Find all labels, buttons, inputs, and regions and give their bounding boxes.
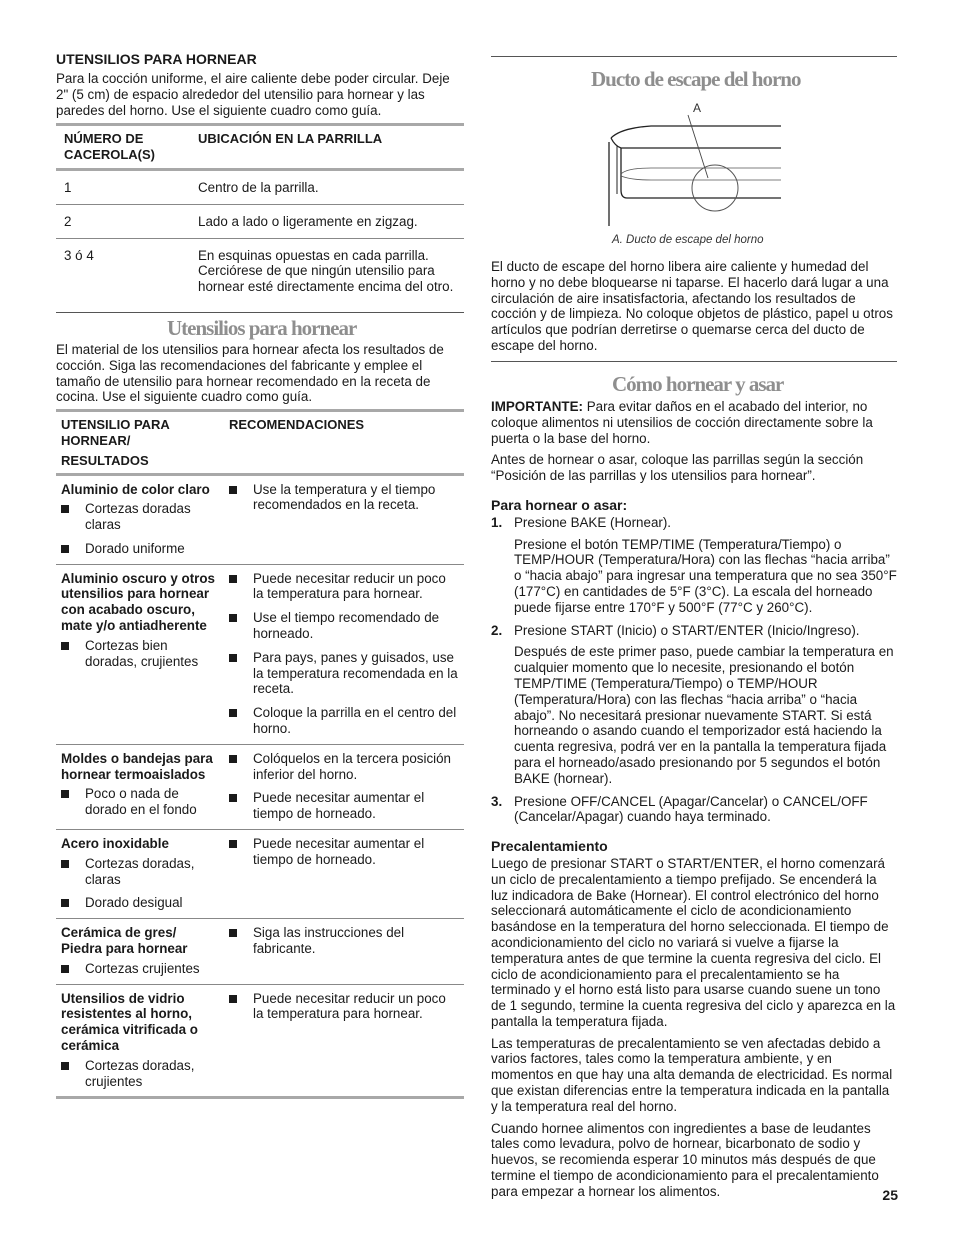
table-row (56, 830, 464, 919)
step-text: Presione START (Inicio) o START/ENTER (Inicio/Ingreso). (514, 622, 860, 638)
recommendations-cell (224, 564, 464, 744)
bakeware-header-recommendations: RECOMENDACIONES (229, 417, 365, 432)
important-text: Para evitar daños en el acabado del interior, no coloque alimentos ni utensilios de cocción directamente sobre la puerta o la base del horno. (491, 399, 873, 446)
bakeware-table (56, 412, 464, 1096)
material-name: Moldes o bandejas para hornear termoaislados (61, 750, 213, 782)
table-row (56, 744, 464, 829)
table-row (56, 564, 464, 744)
bullet-icon (229, 755, 237, 763)
result-item (61, 961, 219, 977)
recommendations-cell (224, 984, 464, 1096)
result-text: Cortezas crujientes (85, 960, 200, 976)
bullet-icon (229, 995, 237, 1003)
result-text: Cortezas bien doradas, crujientes (85, 637, 199, 669)
recommendation-text: Coloque la parrilla en el centro del horno. (253, 705, 457, 737)
recommendation-item (229, 751, 459, 783)
bullet-icon (61, 790, 69, 798)
bullet-icon (229, 929, 237, 937)
recommendations-cell (224, 744, 464, 829)
material-cell (56, 919, 224, 984)
recommendations-cell (224, 476, 464, 565)
vent-callout-label: A (693, 101, 702, 115)
recommendations-cell (224, 830, 464, 919)
recommendation-text: Puede necesitar reducir un poco la temperatura para hornear. (253, 990, 446, 1022)
result-text: Cortezas doradas, crujientes (85, 1057, 195, 1089)
pan-table-header-location: UBICACIÓN EN LA PARRILLA (198, 131, 383, 146)
result-text: Cortezas doradas claras (85, 501, 191, 533)
bakeware-intro: El material de los utensilios para hornear afecta los resultados de cocción. Siga las recomendaciones del fabricante y emplee el tamaño de utensilio para hornear recomendado en la receta de cocina. Use el siguiente cuadro como guía. (56, 342, 444, 405)
recommendation-item (229, 650, 459, 697)
oven-vent-illustration (591, 98, 791, 228)
material-cell (56, 564, 224, 744)
bakeware-table-wrap (56, 409, 464, 1099)
bullet-icon (229, 794, 237, 802)
table-row (56, 204, 464, 238)
cookware-heading: UTENSILIOS PARA HORNEAR (56, 51, 257, 67)
recommendation-text: Colóquelos en la tercera posición inferior del horno. (253, 750, 452, 782)
material-name: Cerámica de gres/ Piedra para hornear (61, 925, 188, 957)
preheat-subheading: Precalentamiento (491, 838, 608, 855)
step-text: Presione OFF/CANCEL (Apagar/Cancelar) o CANCEL/OFF (Cancelar/Apagar) cuando haya terminado. (514, 793, 868, 825)
step-number: 3. (491, 793, 503, 809)
step-text: Presione BAKE (Hornear). (514, 514, 672, 530)
table-row (56, 984, 464, 1096)
section-rule (491, 361, 897, 362)
material-cell (56, 984, 224, 1096)
recommendation-text: Para pays, panes y guisados, use la temperatura recomendada en la receta. (253, 649, 458, 697)
pan-table (56, 126, 464, 312)
material-name: Aluminio oscuro y otros utensilios para hornear con acabado oscuro, mate y/o antiadherente (61, 570, 216, 634)
bullet-icon (61, 1062, 69, 1070)
pan-count: 3 ó 4 (56, 238, 190, 312)
bullet-icon (229, 575, 237, 583)
step-detail: Presione el botón TEMP/TIME (Temperatura/Tiempo) o TEMP/HOUR (Temperatura/Hora) con las flechas “hacia arriba” o “hacia abajo” para ingresar una temperatura que no sea 350°F (177°C) en cantidades de 5°F (3°C). La escala del horneado puede fijarse entre 170°F y 500°F (77°C y 260°C). (514, 536, 897, 615)
bullet-icon (229, 486, 237, 494)
bullet-icon (61, 860, 69, 868)
bakeware-header-line2: RESULTADOS (61, 453, 149, 468)
table-row (56, 476, 464, 565)
preheat-paragraph-2: Las temperaturas de precalentamiento se ven afectadas debido a varios factores, tales como la temperatura ambiente, y en momentos en que hay una alta demanda de electricidad. Es normal que existan diferencias entre la temperatura indicada en la pantalla y la temperatura real del horno. (491, 1035, 893, 1114)
material-name: Acero inoxidable (61, 836, 169, 852)
recommendation-item (229, 790, 459, 822)
pan-table-header-number: NÚMERO DE CACEROLA(S) (64, 131, 155, 162)
step-number: 2. (491, 622, 503, 638)
vent-text: El ducto de escape del horno libera aire caliente y humedad del horno y no debe bloquearse ni taparse. El hacerlo dará lugar a una circulación de aire insatisfactoria, afectando los resultados de cocción y de limpieza. No coloque objetos de plástico, papel u otros artículos que podrían derretirse o quemarse cerca del ducto de escape del horno. (491, 259, 893, 353)
bakeware-header-line1: UTENSILIO PARA HORNEAR/ (61, 417, 170, 448)
result-text: Cortezas doradas, claras (85, 855, 195, 887)
step-detail: Después de este primer paso, puede cambiar la temperatura en cualquier momento que lo necesite, presionando el botón TEMP/TIME (Temperatura/Tiempo) o TEMP/HOUR (Temperatura/Hora) con las flechas “hacia arriba” o “hacia abajo”. No necesitará presionar nuevamente START. Si está horneando o asando cuando el temporizador está haciendo la cuenta regresiva, podrá ver en la pantalla la temperatura fijada para el horneado/asado presionando por 5 segundos el botón BAKE (hornear). (514, 644, 894, 786)
pan-count: 1 (64, 180, 72, 195)
pan-table-wrap (56, 123, 464, 313)
preheat-paragraph-1: Luego de presionar START o START/ENTER, el horno comenzará un ciclo de precalentamiento a tiempo prefijado. Se encenderá la luz indicadora de Bake (Hornear). El control electrónico del horno seleccionará automáticamente el ciclo de acondicionamiento basándose en la temperatura del horno seleccionada. El tiempo de acondicionamiento del ciclo no variará si vuelve a fijarse la temperatura antes de que termine la cuenta regresiva del ciclo. El ciclo de acondicionamiento para el precalentamiento se ha terminado y el horno está listo para usarse cuando suene un tono de 1 segundo, termine la cuenta regresiva del ciclo y aparezca en la pantalla la temperatura fijada. (491, 855, 896, 1029)
pan-count: 2 (56, 204, 190, 238)
result-item (61, 541, 219, 557)
result-text: Dorado desigual (85, 895, 183, 911)
recommendation-text: Puede necesitar reducir un poco la temperatura para hornear. (253, 570, 446, 602)
material-name: Aluminio de color claro (61, 481, 210, 497)
page-number: 25 (882, 1187, 898, 1203)
recommendations-cell (224, 919, 464, 984)
bullet-icon (229, 654, 237, 662)
result-item (61, 638, 219, 670)
result-item (61, 786, 219, 818)
vent-caption: A. Ducto de escape del horno (612, 234, 764, 246)
recommendation-text: Puede necesitar aumentar el tiempo de horneado. (253, 836, 425, 867)
bullet-icon (61, 505, 69, 513)
steps-list (491, 515, 897, 825)
recommendation-text: Siga las instrucciones del fabricante. (253, 925, 405, 957)
recommendation-item (229, 705, 459, 737)
result-text: Poco o nada de dorado en el fondo (85, 786, 197, 818)
material-cell (56, 476, 224, 565)
recommendation-item (229, 482, 459, 514)
bullet-icon (61, 965, 69, 973)
top-rule (491, 56, 897, 57)
bullet-icon (229, 614, 237, 622)
recommendation-item (229, 836, 459, 868)
recommendation-text: Use el tiempo recomendado de horneado. (253, 610, 440, 642)
table-row (56, 238, 464, 312)
bullet-icon (61, 545, 69, 553)
recommendation-text: Puede necesitar aumentar el tiempo de horneado. (253, 790, 425, 822)
bakeware-header-material (56, 412, 224, 473)
recommendation-text: Use la temperatura y el tiempo recomendados en la receta. (253, 481, 436, 513)
bullet-icon (229, 840, 237, 848)
step-item (491, 794, 897, 826)
material-name: Utensilios de vidrio resistentes al horno, cerámica vitrificada o cerámica (61, 990, 198, 1054)
bakeware-title: Utensilios para hornear (167, 316, 357, 340)
result-item (61, 501, 219, 533)
rack-location: Centro de la parrilla. (198, 180, 319, 195)
important-label: IMPORTANTE: (491, 399, 583, 414)
recommendation-item (229, 925, 459, 957)
result-text: Dorado uniforme (85, 540, 185, 556)
table-row (56, 919, 464, 984)
bake-subheading: Para hornear o asar: (491, 496, 628, 513)
bullet-icon (61, 642, 69, 650)
result-item (61, 1058, 219, 1090)
table-row (56, 171, 464, 204)
cookware-intro: Para la cocción uniforme, el aire caliente debe poder circular. Deje 2" (5 cm) de espacio alrededor del utensilio para hornear y las paredes del horno. Use el siguiente cuadro como guía. (56, 71, 450, 118)
bake-title: Cómo hornear y asar (612, 372, 784, 396)
material-cell (56, 744, 224, 829)
bullet-icon (229, 709, 237, 717)
step-number: 1. (491, 514, 503, 530)
bullet-icon (61, 899, 69, 907)
result-item (61, 895, 219, 911)
rack-location: En esquinas opuestas en cada parrilla. Cerciórese de que ningún utensilio para hornear esté directamente encima del otro. (190, 238, 464, 312)
preheat-paragraph-3: Cuando hornee alimentos con ingredientes a base de leudantes tales como levadura, polvo de hornear, bicarbonato de sodio y huevos, se recomienda esperar 10 minutos más después de que termine el tiempo de acondicionamiento para el precalentamiento para empezar a hornear los alimentos. (491, 1120, 879, 1199)
material-cell (56, 830, 224, 919)
bake-content (491, 399, 897, 1200)
recommendation-item (229, 610, 459, 642)
rack-location: Lado a lado o ligeramente en zigzag. (190, 204, 464, 238)
before-text: Antes de hornear o asar, coloque las parrillas según la sección “Posición de las parrillas y los utensilios para hornear”. (491, 452, 864, 484)
result-item (61, 856, 219, 888)
vent-title: Ducto de escape del horno (591, 67, 801, 91)
important-note (491, 399, 897, 446)
step-item (491, 623, 897, 787)
recommendation-item (229, 991, 459, 1023)
step-item (491, 515, 897, 616)
recommendation-item (229, 571, 459, 603)
